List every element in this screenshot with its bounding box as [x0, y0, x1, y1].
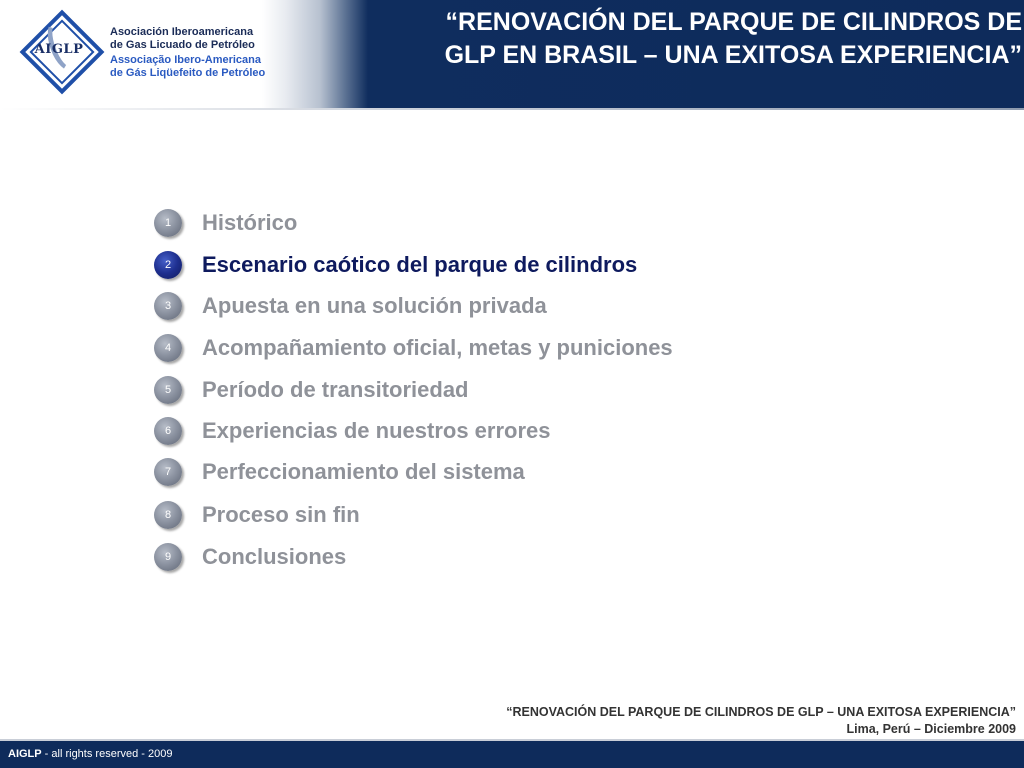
agenda-item-label: Proceso sin fin	[202, 502, 360, 527]
header-divider	[0, 108, 1024, 110]
agenda-number-badge: 8	[154, 501, 182, 529]
slide-title-line1: “RENOVACIÓN DEL PARQUE DE CILINDROS DE	[445, 8, 1022, 36]
agenda-number-badge: 6	[154, 417, 182, 445]
aiglp-logo	[10, 8, 268, 100]
agenda-item-label: Histórico	[202, 210, 298, 235]
agenda-item-5	[154, 372, 854, 412]
footer-rights: - all rights reserved - 2009	[41, 748, 173, 760]
slide-title-line2: GLP EN BRASIL – UNA EXITOSA EXPERIENCIA”	[444, 41, 1022, 69]
agenda-item-8	[154, 497, 854, 537]
agenda-item-label: Perfeccionamiento del sistema	[202, 459, 525, 484]
agenda-item-3	[154, 288, 854, 328]
agenda-item-label-active: Escenario caótico del parque de cilindros	[202, 252, 638, 277]
agenda-item-7	[154, 454, 854, 494]
agenda-item-label: Período de transitoriedad	[202, 377, 469, 402]
agenda-number-badge-active: 2	[154, 251, 182, 279]
agenda-item-1	[154, 205, 854, 245]
agenda-number-badge: 9	[154, 543, 182, 571]
agenda-item-label: Experiencias de nuestros errores	[202, 418, 551, 443]
org-name-es-line1: Asociación Iberoamericana	[110, 26, 254, 38]
agenda-item-label: Conclusiones	[202, 544, 347, 569]
footer-bar	[0, 741, 1024, 768]
slide-title	[350, 6, 1022, 72]
agenda-item-label: Acompañamiento oficial, metas y puniciones	[202, 335, 673, 360]
agenda-number-badge: 7	[154, 458, 182, 486]
agenda-number-badge: 5	[154, 376, 182, 404]
footer-caption-title: “RENOVACIÓN DEL PARQUE DE CILINDROS DE GLP – UNA EXITOSA EXPERIENCIA”	[506, 705, 1016, 719]
org-name-pt-line1: Associação Ibero-Americana	[110, 54, 262, 66]
agenda-item-4	[154, 330, 854, 370]
agenda-item-2	[154, 247, 854, 287]
footer-brand: AIGLP	[8, 748, 42, 760]
agenda-number-badge: 3	[154, 292, 182, 320]
organization-names	[110, 26, 265, 80]
agenda-item-6	[154, 413, 854, 453]
org-name-pt-line2: de Gás Liqüefeito de Petróleo	[110, 67, 266, 79]
org-name-es-line2: de Gas Licuado de Petróleo	[110, 39, 255, 51]
slide-header	[0, 0, 1024, 108]
logo-text: AIGLP	[34, 42, 84, 57]
footer-caption-location-date: Lima, Perú – Diciembre 2009	[846, 722, 1016, 736]
agenda-item-label: Apuesta en una solución privada	[202, 293, 547, 318]
agenda-number-badge: 1	[154, 209, 182, 237]
agenda-number-badge: 4	[154, 334, 182, 362]
agenda-item-9	[154, 539, 854, 579]
footer-copyright	[8, 748, 172, 760]
footer-caption	[506, 704, 1016, 738]
